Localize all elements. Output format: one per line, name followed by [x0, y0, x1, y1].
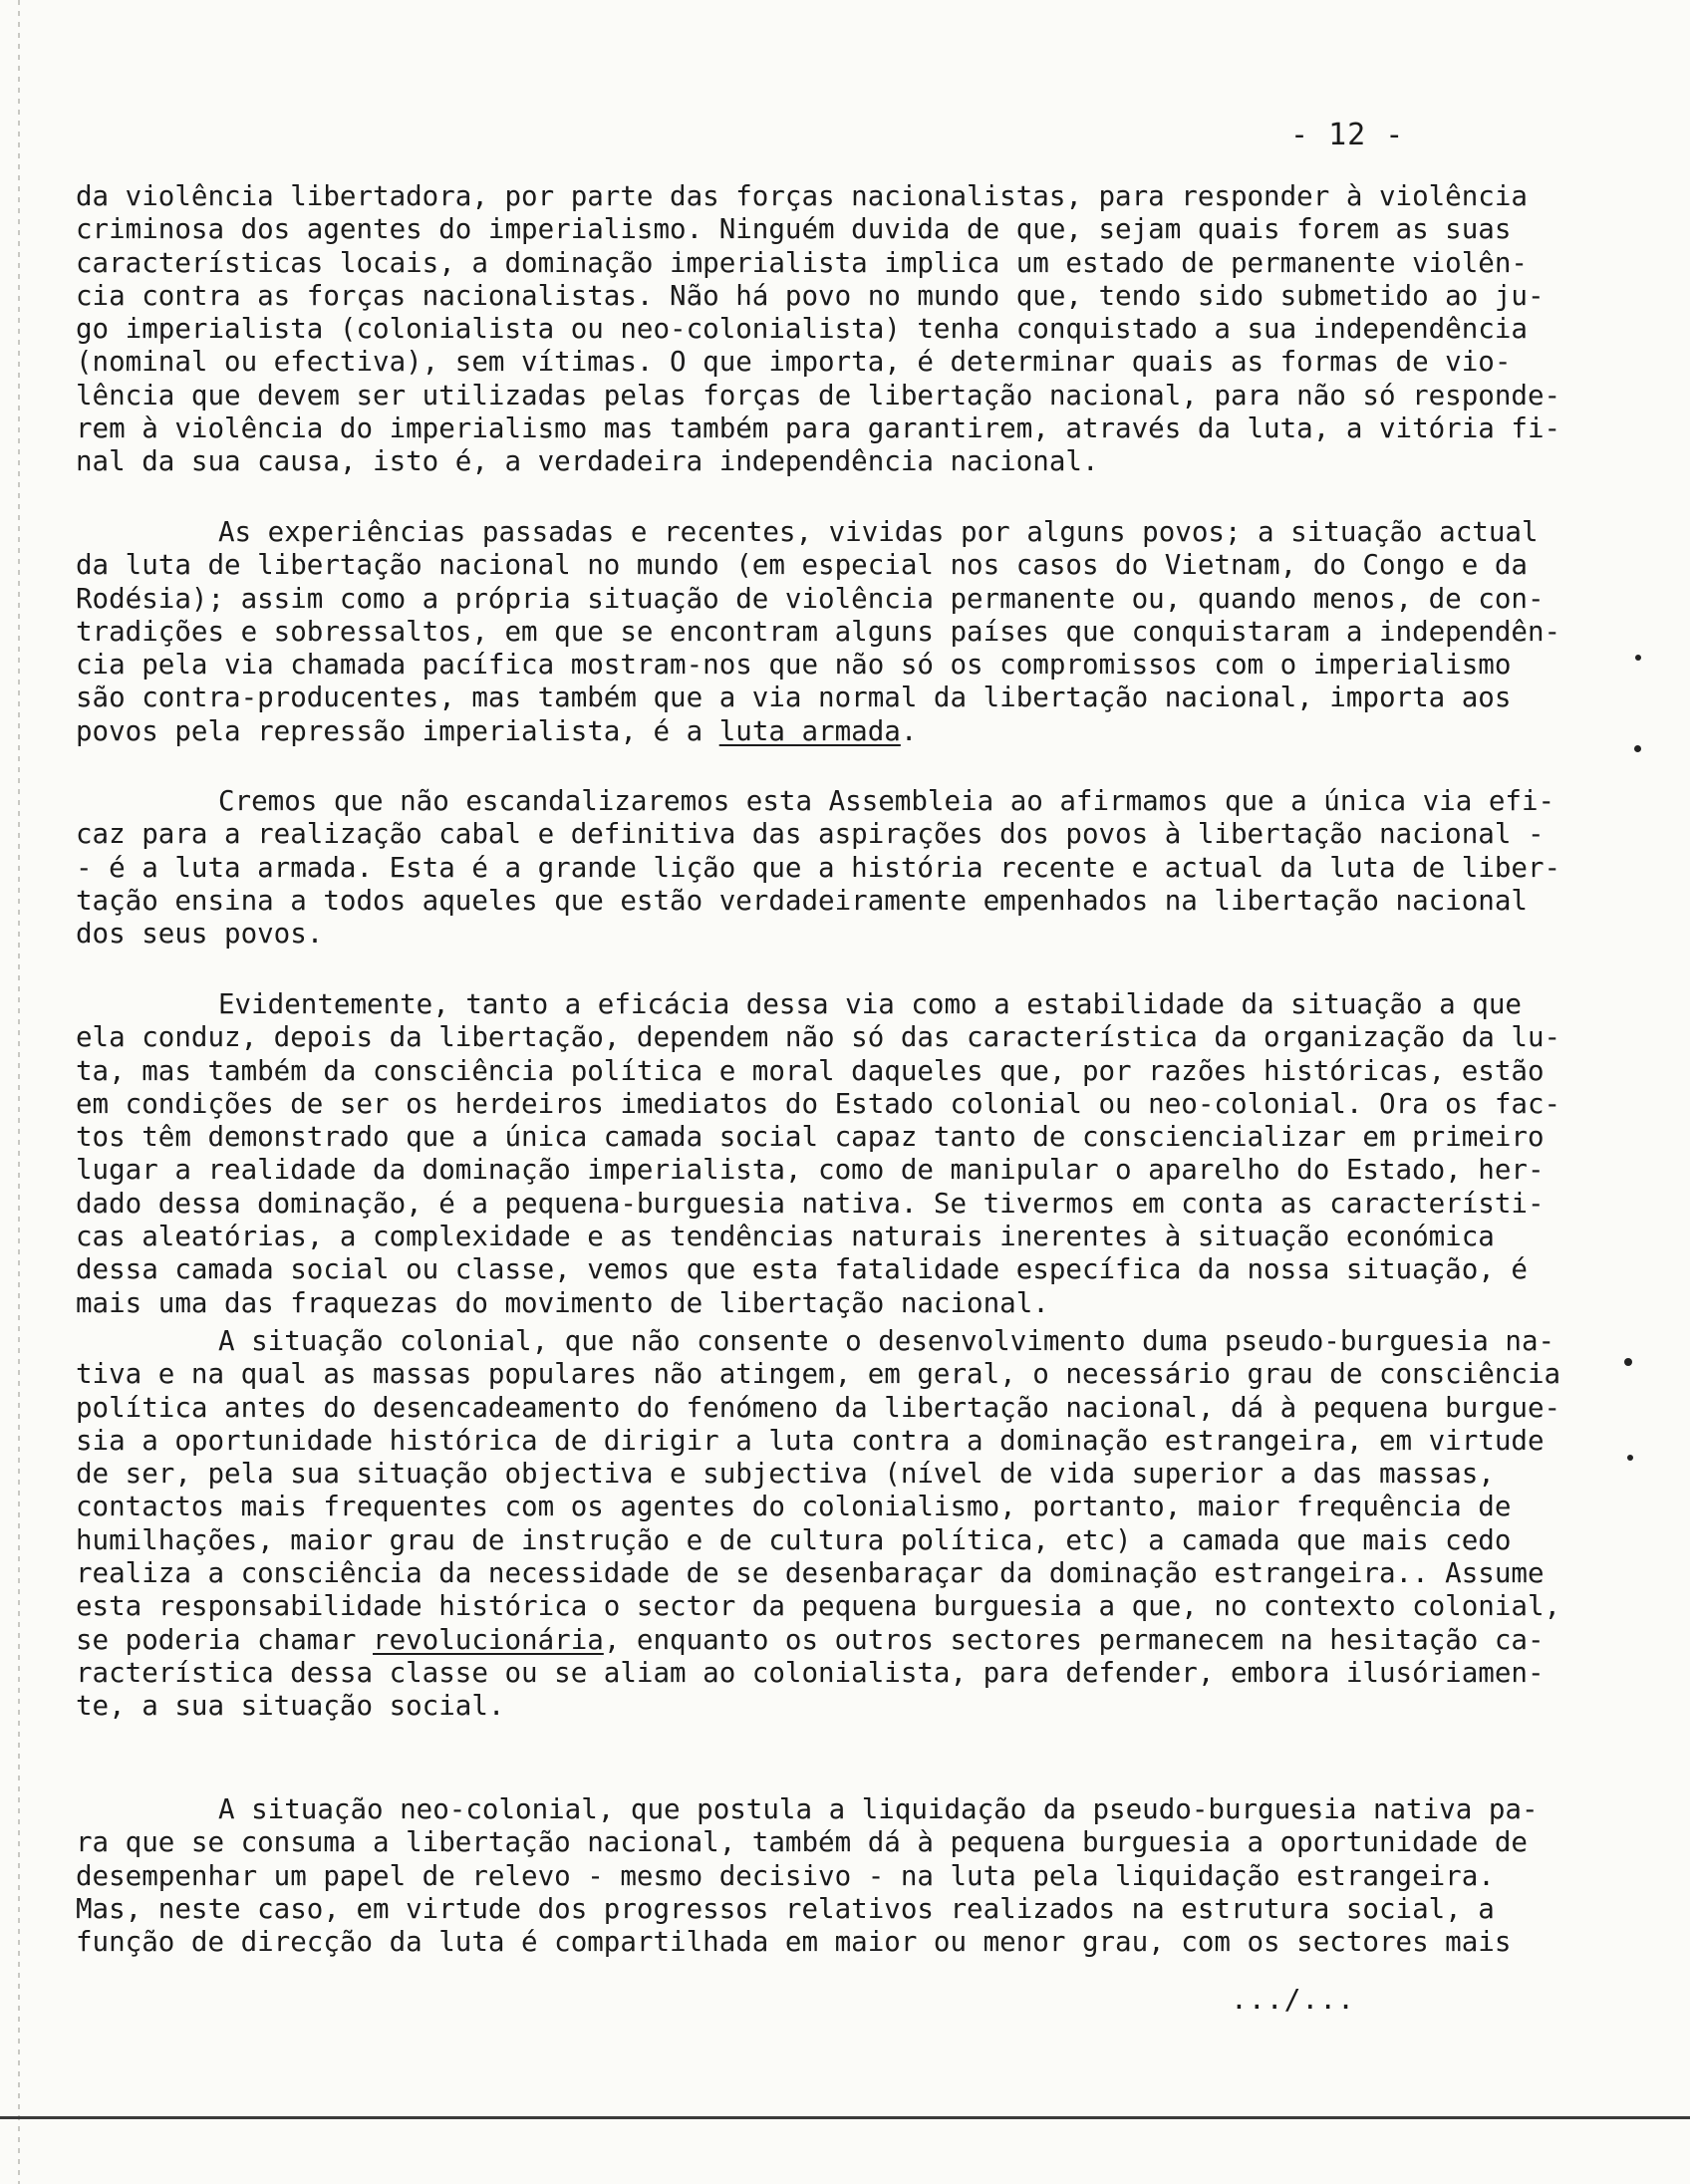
text-line: da luta de libertação nacional no mundo (em especial nos casos do Vietnam, do Congo e da [76, 549, 1528, 582]
text-line: cas aleatórias, a complexidade e as tendências naturais inerentes à situação económica [76, 1221, 1495, 1253]
text-line: A situação neo-colonial, que postula a liquidação da pseudo-burguesia nativa pa- [218, 1793, 1539, 1825]
text-segment: se poderia chamar [76, 1623, 374, 1656]
text-line: da violência libertadora, por parte das forças nacionalistas, para responder à violência [76, 180, 1528, 212]
text-line: política antes do desencadeamento do fenómeno da libertação nacional, dá à pequena burgue- [76, 1391, 1561, 1424]
text-line: são contra-producentes, mas também que a via normal da libertação nacional, importa aos [76, 682, 1512, 714]
text-line: dos seus povos. [76, 918, 324, 951]
text-segment: povos pela repressão imperialista, é a [76, 714, 719, 747]
text-line: tação ensina a todos aqueles que estão verdadeiramente empenhados na libertação nacional [76, 884, 1528, 917]
text-line: criminosa dos agentes do imperialismo. Ninguém duvida de que, sejam quais forem as suas [76, 213, 1512, 246]
text-line: A situação colonial, que não consente o desenvolvimento duma pseudo-burguesia na- [218, 1325, 1555, 1357]
text-line: contactos mais frequentes com os agentes do colonialismo, portanto, maior frequência de [76, 1491, 1512, 1523]
text-line: ra que se consuma a libertação nacional, também dá à pequena burguesia a oportunidade de [76, 1826, 1528, 1859]
text-line: lugar a realidade da dominação imperialista, como de manipular o aparelho do Estado, her- [76, 1154, 1545, 1187]
text-line: dessa camada social ou classe, vemos que esta fatalidade específica da nossa situação, é [76, 1253, 1528, 1286]
text-line: dado dessa dominação, é a pequena-burguesia nativa. Se tivermos em conta as característi- [76, 1187, 1545, 1220]
underlined-phrase: luta armada [718, 714, 901, 747]
text-line: lência que devem ser utilizadas pelas forças de libertação nacional, para não só responde- [76, 379, 1561, 411]
text-line: nal da sua causa, isto é, a verdadeira independência nacional. [76, 445, 1099, 478]
continuation-marker: .../... [1231, 1983, 1356, 2016]
text-line: rem à violência do imperialismo mas também para garantirem, através da luta, a vitória fi- [76, 412, 1561, 445]
text-line: te, a sua situação social. [76, 1690, 505, 1723]
text-line: As experiências passadas e recentes, vividas por alguns povos; a situação actual [218, 516, 1539, 548]
text-line: - é a luta armada. Esta é a grande lição que a história recente e actual da luta de liber- [76, 851, 1561, 884]
text-line: esta responsabilidade histórica o sector da pequena burguesia a que, no contexto colonial, [76, 1590, 1561, 1623]
text-line: tiva e na qual as massas populares não atingem, em geral, o necessário grau de consciência [76, 1358, 1561, 1391]
text-line: humilhações, maior grau de instrução e de cultura política, etc) a camada que mais cedo [76, 1523, 1512, 1556]
text-segment: , enquanto os outros sectores permanecem na hesitação ca- [603, 1623, 1545, 1656]
text-line: em condições de ser os herdeiros imediatos do Estado colonial ou neo-colonial. Ora os fac- [76, 1087, 1561, 1120]
text-line: tos têm demonstrado que a única camada social capaz tanto de consciencializar em primeiro [76, 1121, 1545, 1154]
text-line: características locais, a dominação imperialista implica um estado de permanente violên- [76, 246, 1528, 279]
text-line: tradições e sobressaltos, em que se encontram alguns países que conquistaram a independên- [76, 615, 1561, 648]
scan-speck [1627, 1455, 1633, 1461]
text-line: racterística dessa classe ou se aliam ao colonialista, para defender, embora ilusóriamen- [76, 1656, 1545, 1689]
text-line: cia pela via chamada pacífica mostram-nos que não só os compromissos com o imperialismo [76, 649, 1512, 682]
underlined-phrase: revolucionária [373, 1623, 604, 1656]
scan-speck [1624, 1358, 1632, 1366]
text-line: Cremos que não escandalizaremos esta Assembleia ao afirmamos que a única via efi- [218, 785, 1555, 817]
text-line: ta, mas também da consciência política e moral daqueles que, por razões históricas, estão [76, 1054, 1545, 1087]
text-line: realiza a consciência da necessidade de se desenbaraçar da dominação estrangeira.. Assume [76, 1557, 1545, 1590]
text-line: caz para a realização cabal e definitiva das aspirações dos povos à libertação nacional - [76, 818, 1545, 851]
text-line: mais uma das fraquezas do movimento de libertação nacional. [76, 1286, 1049, 1319]
text-line: sia a oportunidade histórica de dirigir a luta contra a dominação estrangeira, em virtude [76, 1424, 1545, 1457]
text-line: desempenhar um papel de relevo - mesmo decisivo - na luta pela liquidação estrangeira. [76, 1859, 1495, 1892]
scan-speck [1635, 655, 1641, 661]
text-segment: . [900, 714, 918, 747]
text-line: Rodésia); assim como a própria situação de violência permanente ou, quando menos, de con- [76, 582, 1545, 615]
text-line: cia contra as forças nacionalistas. Não há povo no mundo que, tendo sido submetido ao ju- [76, 279, 1545, 312]
page-number: - 12 - [1290, 118, 1405, 152]
text-line: (nominal ou efectiva), sem vítimas. O que importa, é determinar quais as formas de vio- [76, 346, 1512, 379]
scan-speck [1634, 745, 1641, 752]
text-line: função de direcção da luta é compartilhada em maior ou menor grau, com os sectores mais [76, 1926, 1512, 1959]
text-line: de ser, pela sua situação objectiva e subjectiva (nível de vida superior a das massas, [76, 1458, 1495, 1491]
text-line: Mas, neste caso, em virtude dos progressos relativos realizados na estrutura social, a [76, 1892, 1495, 1925]
text-line: go imperialista (colonialista ou neo-colonialista) tenha conquistado a sua independência [76, 313, 1528, 346]
text-line: Evidentemente, tanto a eficácia dessa via como a estabilidade da situação a que [218, 988, 1522, 1020]
text-line: ela conduz, depois da libertação, dependem não só das característica da organização da lu- [76, 1021, 1561, 1054]
